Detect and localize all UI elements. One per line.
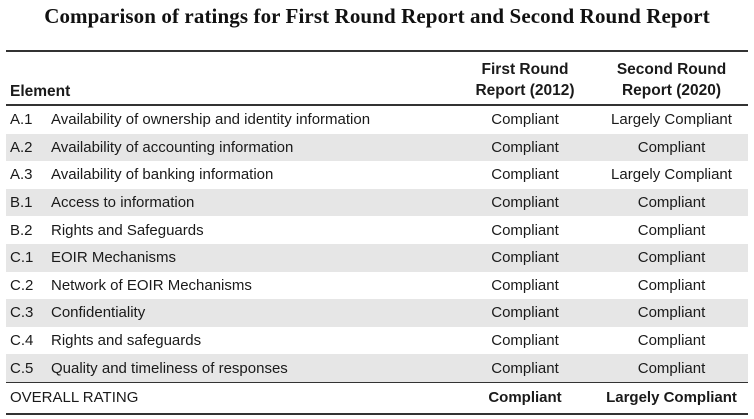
row-code: C.3	[10, 304, 34, 322]
table-row	[6, 189, 748, 217]
row-first-rating: Compliant	[491, 304, 559, 322]
row-element: Availability of ownership and identity information	[51, 111, 371, 129]
row-first-rating: Compliant	[491, 194, 559, 212]
row-first-rating: Compliant	[491, 138, 559, 156]
row-second-rating: Compliant	[637, 194, 706, 212]
row-second-rating: Largely Compliant	[611, 166, 732, 184]
row-second-rating: Compliant	[637, 138, 706, 156]
row-code: C.5	[10, 359, 34, 377]
row-code: A.1	[10, 111, 33, 129]
header-second-round	[595, 59, 748, 101]
row-code: B.1	[10, 194, 33, 212]
table-header	[6, 52, 748, 106]
header-first-round-line1: First Round	[481, 61, 569, 78]
table-row	[6, 354, 748, 382]
row-first-rating: Compliant	[491, 249, 559, 267]
row-second-rating: Compliant	[637, 276, 706, 294]
table-row	[6, 161, 748, 189]
row-code: C.1	[10, 249, 34, 267]
row-code: B.2	[10, 221, 33, 239]
row-first-rating: Compliant	[491, 166, 559, 184]
table-row	[6, 244, 748, 272]
table-row	[6, 327, 748, 355]
header-second-round-line2: Report (2020)	[621, 82, 722, 99]
table-row	[6, 134, 748, 162]
header-first-round	[455, 59, 595, 101]
header-element: Element	[10, 83, 71, 100]
ratings-table	[6, 50, 748, 415]
header-second-round-line1: Second Round	[616, 61, 727, 78]
row-second-rating: Compliant	[637, 249, 706, 267]
row-first-rating: Compliant	[491, 111, 559, 129]
overall-first-rating: Compliant	[488, 389, 562, 407]
row-code: C.4	[10, 332, 34, 350]
row-element: Availability of banking information	[51, 166, 274, 184]
row-code: A.2	[10, 138, 33, 156]
row-second-rating: Compliant	[637, 304, 706, 322]
row-element: Network of EOIR Mechanisms	[51, 276, 252, 294]
row-second-rating: Largely Compliant	[611, 111, 732, 129]
row-element: EOIR Mechanisms	[51, 249, 177, 267]
row-element: Availability of accounting information	[51, 138, 294, 156]
row-first-rating: Compliant	[491, 332, 559, 350]
table-row	[6, 299, 748, 327]
overall-second-rating: Largely Compliant	[606, 389, 737, 407]
row-element: Confidentiality	[51, 304, 146, 322]
row-element: Rights and Safeguards	[51, 221, 204, 239]
row-first-rating: Compliant	[491, 276, 559, 294]
row-second-rating: Compliant	[637, 359, 706, 377]
row-first-rating: Compliant	[491, 359, 559, 377]
page-title: Comparison of ratings for First Round Report and Second Round Report	[44, 4, 710, 28]
table-bottom-rule	[6, 413, 748, 415]
row-second-rating: Compliant	[637, 221, 706, 239]
overall-rating-label: OVERALL RATING	[10, 389, 139, 407]
row-code: A.3	[10, 166, 33, 184]
header-first-round-line2: Report (2012)	[475, 82, 575, 99]
table-row	[6, 216, 748, 244]
row-element: Access to information	[51, 194, 195, 212]
table-row	[6, 106, 748, 134]
row-second-rating: Compliant	[637, 332, 706, 350]
row-first-rating: Compliant	[491, 221, 559, 239]
row-code: C.2	[10, 276, 34, 294]
table-row	[6, 272, 748, 300]
row-element: Quality and timeliness of responses	[51, 359, 288, 377]
row-element: Rights and safeguards	[51, 332, 202, 350]
overall-rating-row	[6, 382, 748, 413]
table-body	[6, 106, 748, 382]
